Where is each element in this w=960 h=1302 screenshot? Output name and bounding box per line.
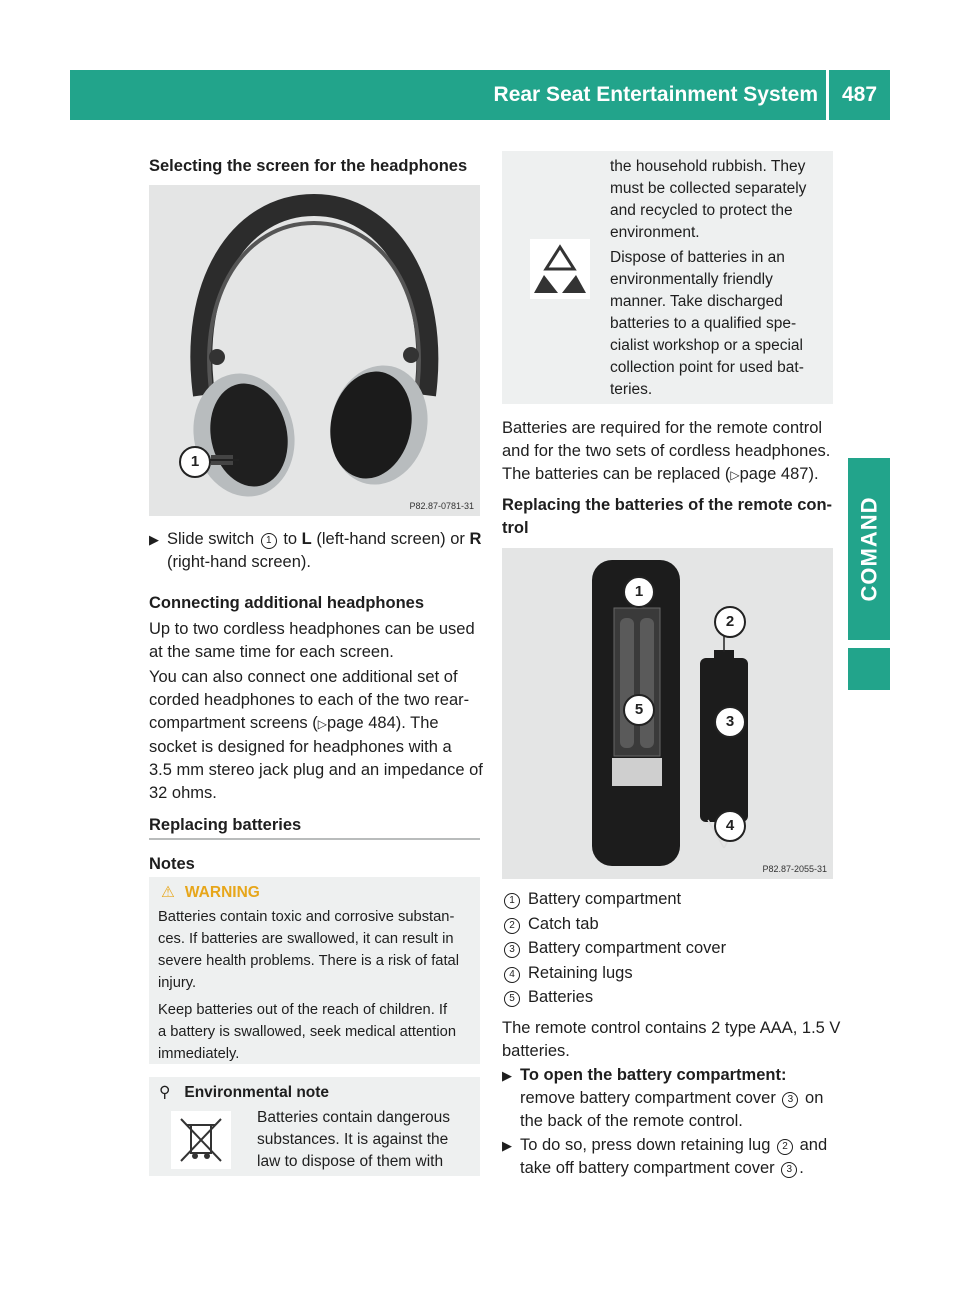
ref-3-icon: 3 [504,942,520,958]
heading-replacing-remote: Replacing the batteries of the remote con- trol [502,496,833,537]
side-tab-marker [848,648,890,690]
figure2-callout-2: 2 [714,606,746,638]
step-slide-switch: ▶ Slide switch 1 to L (left-hand screen) or R (right-hand screen). [149,530,482,571]
page-ref-icon: ▷ [730,468,740,482]
remote-illustration [502,548,833,879]
figure1-callout-1: 1 [179,446,211,478]
ref-4-icon: 4 [504,967,520,983]
remote-control-figure [502,548,833,879]
ref-5-icon: 5 [504,991,520,1007]
paragraph-batteries-required: Batteries are required for the remote control and for the two sets of cordless headphones. The batteries can be replaced (▷page 487). [502,419,831,483]
lightbulb-icon: ⚲ [159,1084,171,1101]
recycle-icon [530,239,590,299]
env-cont-text-1: the household rubbish. They must be collected separately and recycled to protect the environment. [610,158,807,241]
figure2-callout-5: 5 [623,694,655,726]
paragraph-connect-1: Up to two cordless headphones can be used at the same time for each screen. [149,620,475,661]
page-ref-icon: ▷ [317,717,327,731]
step-open-compartment: ▶ To open the battery compartment: remove battery compartment cover 3 on the back of the remote control. [502,1066,824,1130]
environmental-note-box [149,1077,480,1176]
ref-1-icon: 1 [261,533,277,549]
heading-replacing: Replacing batteries [149,816,302,834]
env-title-row: ⚲ Environmental note [159,1084,330,1101]
figure2-callout-1: 1 [623,576,655,608]
heading-notes: Notes [149,855,195,873]
legend-item: 1 Battery compartment [502,887,842,912]
heading-select-screen: Selecting the screen for the headphones [149,157,468,175]
figure-legend [502,887,842,1010]
warning-text-2: Keep batteries out of the reach of children. If a battery is swallowed, seek medical attention immediately. [158,1002,456,1062]
section-rule [149,838,480,840]
paragraph-battery-type: The remote control contains 2 type AAA, 1.5 V batteries. [502,1019,841,1060]
side-tab-label: COMAND [856,496,881,602]
figure2-callout-4: 4 [714,810,746,842]
legend-item: 2 Catch tab [502,912,842,937]
side-tab-label-wrap [848,458,890,640]
step-press-lug: ▶ To do so, press down retaining lug 2 and take off battery compartment cover 3 . [502,1136,828,1177]
paragraph-connect-2: You can also connect one additional set of corded headphones to each of the two rear- compartment screens (▷page 484). The socket is designed for headphones with a 3.5 mm stereo jack plug and an impedance of 32 ohms. [149,668,483,802]
ref-2-icon: 2 [777,1139,793,1155]
warning-triangle-icon: ⚠ [161,884,175,901]
env-cont-text-2: Dispose of batteries in an environmentally friendly manner. Take discharged batteries to a qualified spe- cialist workshop or a special collection point for used bat- teries. [610,249,804,398]
legend-item: 3 Battery compartment cover [502,936,842,961]
ref-2-icon: 2 [504,918,520,934]
ref-3-icon: 3 [781,1162,797,1178]
legend-item: 4 Retaining lugs [502,961,842,986]
env-text: Batteries contain dangerous substances. It is against the law to dispose of them with [257,1109,451,1170]
page-number: 487 [841,83,878,106]
figure1-code: P82.87-0781-31 [409,501,474,511]
step-arrow-icon: ▶ [502,1068,512,1083]
heading-connecting: Connecting additional headphones [149,594,425,612]
warning-title-row: ⚠ WARNING [161,884,260,901]
headphones-figure [149,185,480,516]
warning-text-1: Batteries contain toxic and corrosive substan- ces. If batteries are swallowed, it can result in severe health problems. There is a risk of fatal injury. [158,909,459,991]
warning-box [149,877,480,1064]
crossed-bin-icon [171,1111,231,1169]
environmental-note-continued [502,151,833,404]
ref-1-icon: 1 [504,893,520,909]
legend-item: 5 Batteries [502,985,842,1010]
figure2-code: P82.87-2055-31 [762,864,827,874]
header-title: Rear Seat Entertainment System [493,83,818,106]
step-arrow-icon: ▶ [502,1138,512,1153]
step-arrow-icon: ▶ [149,532,159,547]
figure2-callout-3: 3 [714,706,746,738]
ref-3-icon: 3 [782,1092,798,1108]
